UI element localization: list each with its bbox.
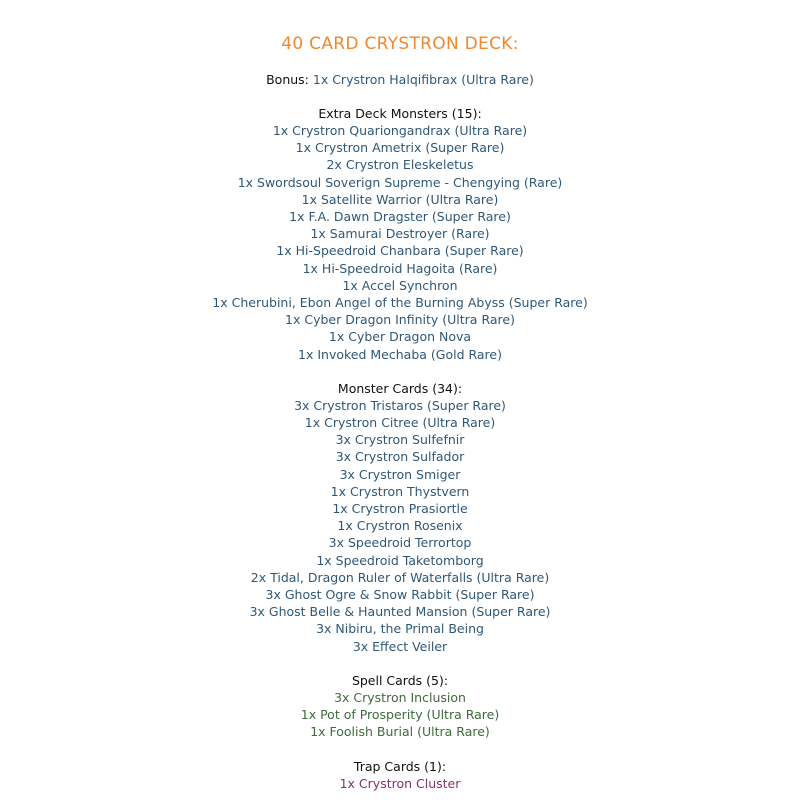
bonus-label: Bonus: <box>266 72 309 87</box>
card-list-item: 2x Crystron Eleskeletus <box>326 157 474 173</box>
spell-cards-section <box>0 672 800 741</box>
card-list-item: 1x Speedroid Taketomborg <box>316 552 484 568</box>
card-list-item: 1x Samurai Destroyer (Rare) <box>310 226 490 242</box>
card-list-item: 3x Crystron Tristaros (Super Rare) <box>294 397 506 413</box>
monster-cards-list <box>0 397 800 655</box>
card-list-item: 3x Ghost Ogre & Snow Rabbit (Super Rare) <box>265 587 535 603</box>
card-list-item: 1x Hi-Speedroid Hagoita (Rare) <box>302 260 498 276</box>
card-list-item: 3x Crystron Inclusion <box>334 689 466 705</box>
card-list-item: 1x Crystron Prasiortle <box>332 501 468 517</box>
card-list-item: 1x Swordsoul Soverign Supreme - Chengying (Rare) <box>237 174 563 190</box>
card-list-item: 1x Cherubini, Ebon Angel of the Burning Abyss (Super Rare) <box>212 295 588 311</box>
extra-deck-list <box>0 122 800 363</box>
card-list-item: 1x F.A. Dawn Dragster (Super Rare) <box>289 209 511 225</box>
page-title: 40 CARD CRYSTRON DECK: <box>281 34 519 54</box>
card-list-item: 1x Satellite Warrior (Ultra Rare) <box>301 191 499 207</box>
card-list-item: 3x Nibiru, the Primal Being <box>316 621 484 637</box>
card-list-item: 1x Foolish Burial (Ultra Rare) <box>310 724 490 740</box>
section-header-spell-cards: Spell Cards (5): <box>351 672 449 688</box>
card-list-item: 3x Effect Veiler <box>352 638 448 654</box>
bonus-line <box>0 71 800 88</box>
card-list-item: 1x Pot of Prosperity (Ultra Rare) <box>300 707 500 723</box>
bonus-card: 1x Crystron Halqifibrax (Ultra Rare) <box>312 72 534 87</box>
card-list-item: 3x Speedroid Terrortop <box>328 535 472 551</box>
card-list-item: 1x Crystron Cluster <box>339 775 461 791</box>
trap-cards-section <box>0 758 800 792</box>
section-header-extra-deck: Extra Deck Monsters (15): <box>318 106 482 121</box>
monster-cards-section <box>0 380 800 655</box>
card-list-item: 1x Cyber Dragon Nova <box>328 329 472 345</box>
trap-cards-list <box>0 775 800 792</box>
card-list-item: 1x Crystron Thystvern <box>330 483 470 499</box>
section-header-trap-cards: Trap Cards (1): <box>353 758 447 774</box>
card-list-item: 3x Ghost Belle & Haunted Mansion (Super Rare) <box>249 604 551 620</box>
card-list-item: 3x Crystron Sulfador <box>335 449 465 465</box>
card-list-item: 1x Invoked Mechaba (Gold Rare) <box>298 346 502 362</box>
card-list-item: 1x Accel Synchron <box>342 277 458 293</box>
card-list-item: 3x Crystron Sulfefnir <box>335 432 465 448</box>
card-list-item: 1x Cyber Dragon Infinity (Ultra Rare) <box>285 312 515 328</box>
card-list-item: 1x Crystron Rosenix <box>337 518 463 534</box>
card-list-item: 3x Crystron Smiger <box>339 466 461 482</box>
card-list-item: 1x Crystron Quariongandrax (Ultra Rare) <box>272 123 528 138</box>
section-header-monster-cards: Monster Cards (34): <box>337 380 463 396</box>
card-list-item: 1x Crystron Ametrix (Super Rare) <box>295 140 505 156</box>
card-list-item: 1x Hi-Speedroid Chanbara (Super Rare) <box>276 243 524 259</box>
card-list-item: 1x Crystron Citree (Ultra Rare) <box>304 415 496 431</box>
spell-cards-list <box>0 689 800 741</box>
extra-deck-section <box>0 105 800 363</box>
card-list-item: 2x Tidal, Dragon Ruler of Waterfalls (Ultra Rare) <box>250 569 550 585</box>
